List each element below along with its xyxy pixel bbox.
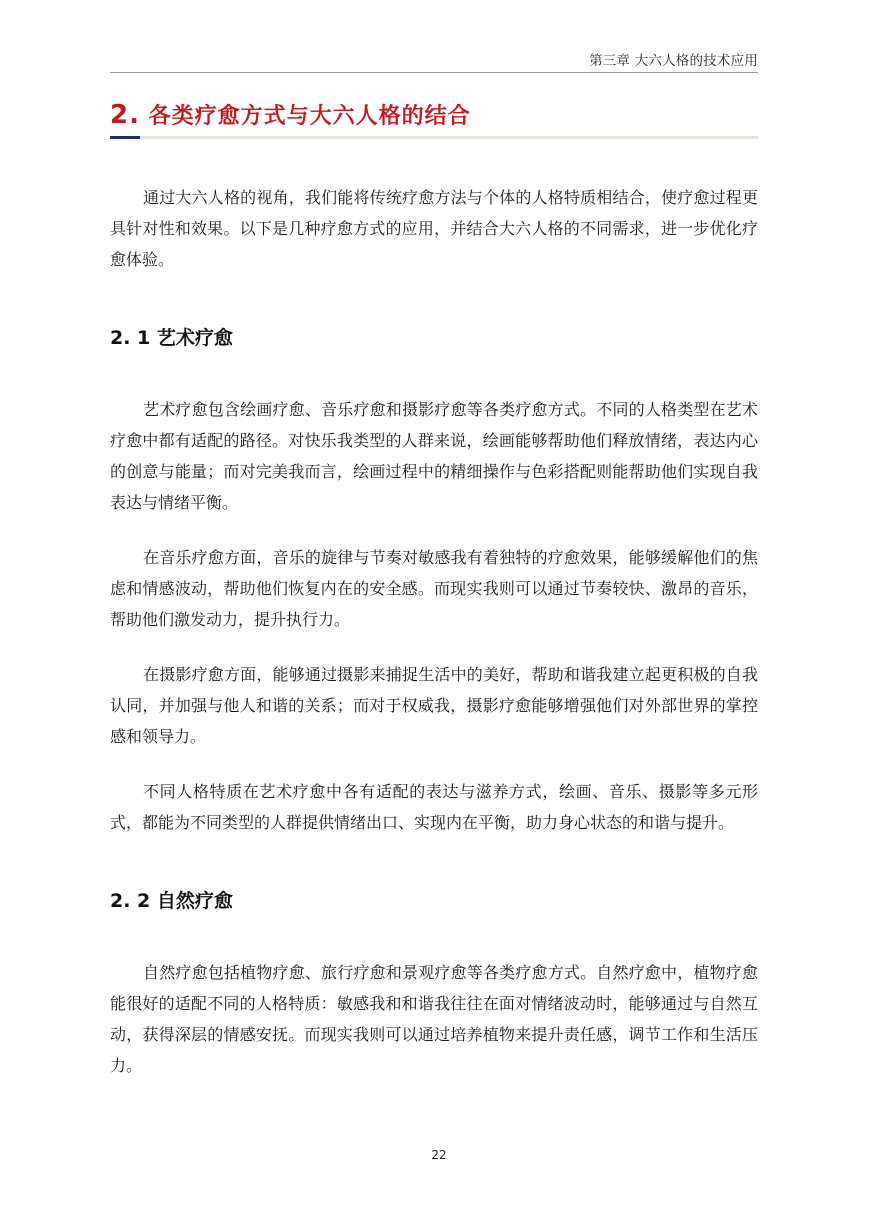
- subsection-heading-nature: 2. 2 自然疗愈: [110, 890, 233, 912]
- section-title-text: 各类疗愈方式与大六人格的结合: [148, 104, 471, 129]
- page-number: 22: [431, 1148, 447, 1162]
- subsection-heading-art: 2. 1 艺术疗愈: [110, 327, 233, 349]
- art-paragraph-2: 在音乐疗愈方面，音乐的旋律与节奏对敏感我有着独特的疗愈效果，能够缓解他们的焦虑和情感波动，帮助他们恢复内在的安全感。而现实我则可以通过节奏较快、激昂的音乐，帮助他们激发动力，提升执行力。: [110, 548, 758, 629]
- section-title: [110, 100, 758, 132]
- running-header: 第三章 大六人格的技术应用: [589, 53, 758, 69]
- header-rule: [110, 72, 758, 73]
- intro-paragraph: 通过大六人格的视角，我们能将传统疗愈方法与个体的人格特质相结合，使疗愈过程更具针对性和效果。以下是几种疗愈方式的应用，并结合大六人格的不同需求，进一步优化疗愈体验。: [110, 188, 758, 269]
- art-paragraph-3: 在摄影疗愈方面，能够通过摄影来捕捉生活中的美好，帮助和谐我建立起更积极的自我认同，并加强与他人和谐的关系；而对于权威我，摄影疗愈能够增强他们对外部世界的掌控感和领导力。: [110, 665, 758, 746]
- title-underline: [110, 136, 758, 139]
- art-paragraph-4: 不同人格特质在艺术疗愈中各有适配的表达与滋养方式，绘画、音乐、摄影等多元形式，都能为不同类型的人群提供情绪出口、实现内在平衡，助力身心状态的和谐与提升。: [110, 782, 758, 832]
- title-underline-accent: [110, 136, 140, 139]
- section-number: 2.: [110, 100, 140, 130]
- page-body: [110, 182, 758, 1081]
- section-title-block: [110, 100, 758, 139]
- nature-paragraph-1: 自然疗愈包括植物疗愈、旅行疗愈和景观疗愈等各类疗愈方式。自然疗愈中，植物疗愈能很好的适配不同的人格特质：敏感我和和谐我往往在面对情绪波动时，能够通过与自然互动，获得深层的情感安抚。而现实我则可以通过培养植物来提升责任感，调节工作和生活压力。: [110, 963, 758, 1075]
- art-paragraph-1: 艺术疗愈包含绘画疗愈、音乐疗愈和摄影疗愈等各类疗愈方式。不同的人格类型在艺术疗愈中都有适配的路径。对快乐我类型的人群来说，绘画能够帮助他们释放情绪，表达内心的创意与能量；而对完美我而言，绘画过程中的精细操作与色彩搭配则能帮助他们实现自我表达与情绪平衡。: [110, 400, 758, 512]
